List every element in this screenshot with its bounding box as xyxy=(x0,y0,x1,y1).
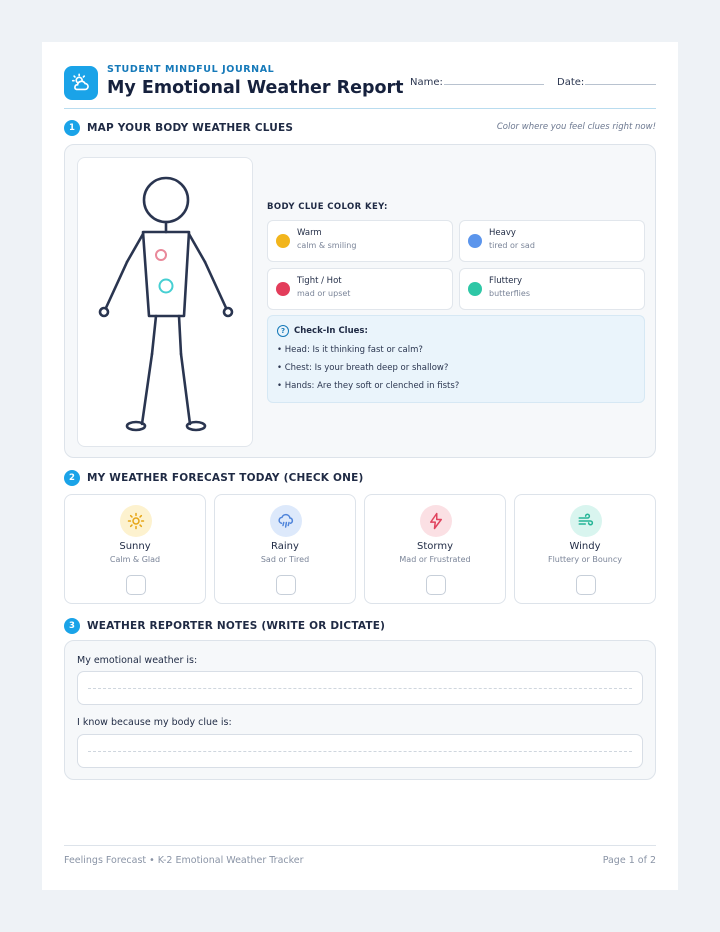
stick-figure-icon xyxy=(78,158,254,448)
key-card-fluttery xyxy=(459,268,645,310)
chest-clue-marker xyxy=(156,250,166,260)
warm-color-dot xyxy=(276,234,290,248)
section-1-title: MAP YOUR BODY WEATHER CLUES xyxy=(87,122,294,134)
sun-cloud-icon xyxy=(64,66,98,100)
forecast-description: Sad or Tired xyxy=(260,555,310,564)
date-field[interactable] xyxy=(585,84,656,85)
key-card-heavy xyxy=(459,220,645,262)
emotional-weather-prompt: My emotional weather is: xyxy=(77,655,198,666)
forecast-description: Calm & Glad xyxy=(109,555,161,564)
page-title: My Emotional Weather Report xyxy=(107,78,404,98)
fluttery-color-dot xyxy=(468,282,482,296)
lightning-icon xyxy=(420,505,452,537)
check-in-clues-box xyxy=(267,315,645,403)
forecast-description: Mad or Frustrated xyxy=(399,555,471,564)
wind-icon xyxy=(570,505,602,537)
clues-title: Check-In Clues: xyxy=(294,326,368,336)
body-outline-card[interactable] xyxy=(77,157,253,447)
forecast-name: Stormy xyxy=(417,541,453,552)
forecast-sunny[interactable] xyxy=(64,494,206,604)
section-1-number: 1 xyxy=(64,120,80,136)
worksheet-page xyxy=(42,42,678,890)
name-field[interactable] xyxy=(444,84,544,85)
color-key-title: BODY CLUE COLOR KEY: xyxy=(267,202,388,212)
clue-item: • Hands: Are they soft or clenched in fists? xyxy=(277,381,460,391)
key-label: Warm xyxy=(297,228,322,238)
sunny-checkbox[interactable] xyxy=(126,575,146,595)
key-description: mad or upset xyxy=(297,289,351,298)
belly-clue-marker xyxy=(160,280,173,293)
footer-divider xyxy=(64,845,656,846)
section-1-note: Color where you feel clues right now! xyxy=(496,122,656,132)
footer-title: Feelings Forecast • K-2 Emotional Weather Tracker xyxy=(64,855,304,866)
key-label: Fluttery xyxy=(489,276,523,286)
body-map-panel xyxy=(64,144,656,458)
journal-kicker: STUDENT MINDFUL JOURNAL xyxy=(107,64,275,75)
forecast-rainy[interactable] xyxy=(214,494,356,604)
clue-item: • Chest: Is your breath deep or shallow? xyxy=(277,363,449,373)
rain-cloud-icon xyxy=(270,505,302,537)
name-label: Name: xyxy=(410,77,443,88)
section-2-title: MY WEATHER FORECAST TODAY (CHECK ONE) xyxy=(87,472,364,484)
key-card-warm xyxy=(267,220,453,262)
forecast-stormy[interactable] xyxy=(364,494,506,604)
stormy-checkbox[interactable] xyxy=(426,575,446,595)
emotional-weather-input[interactable] xyxy=(77,671,643,705)
forecast-name: Sunny xyxy=(119,541,151,552)
key-description: butterflies xyxy=(489,289,530,298)
key-description: tired or sad xyxy=(489,241,535,250)
forecast-name: Windy xyxy=(569,541,601,552)
section-2-number: 2 xyxy=(64,470,80,486)
section-3-title: WEATHER REPORTER NOTES (WRITE OR DICTATE) xyxy=(87,620,386,632)
header-divider xyxy=(64,108,656,109)
key-description: calm & smiling xyxy=(297,241,357,250)
windy-checkbox[interactable] xyxy=(576,575,596,595)
notes-panel xyxy=(64,640,656,780)
heavy-color-dot xyxy=(468,234,482,248)
sun-icon xyxy=(120,505,152,537)
forecast-description: Fluttery or Bouncy xyxy=(547,555,623,564)
body-clue-input[interactable] xyxy=(77,734,643,768)
forecast-windy[interactable] xyxy=(514,494,656,604)
clue-item: • Head: Is it thinking fast or calm? xyxy=(277,345,423,355)
key-label: Heavy xyxy=(489,228,516,238)
section-3-number: 3 xyxy=(64,618,80,634)
page-number: Page 1 of 2 xyxy=(602,855,656,866)
rainy-checkbox[interactable] xyxy=(276,575,296,595)
tight-hot-color-dot xyxy=(276,282,290,296)
body-clue-prompt: I know because my body clue is: xyxy=(77,717,232,728)
question-icon: ? xyxy=(277,325,289,337)
date-label: Date: xyxy=(557,77,585,88)
forecast-name: Rainy xyxy=(271,541,299,552)
key-card-tight-hot xyxy=(267,268,453,310)
key-label: Tight / Hot xyxy=(297,276,342,286)
